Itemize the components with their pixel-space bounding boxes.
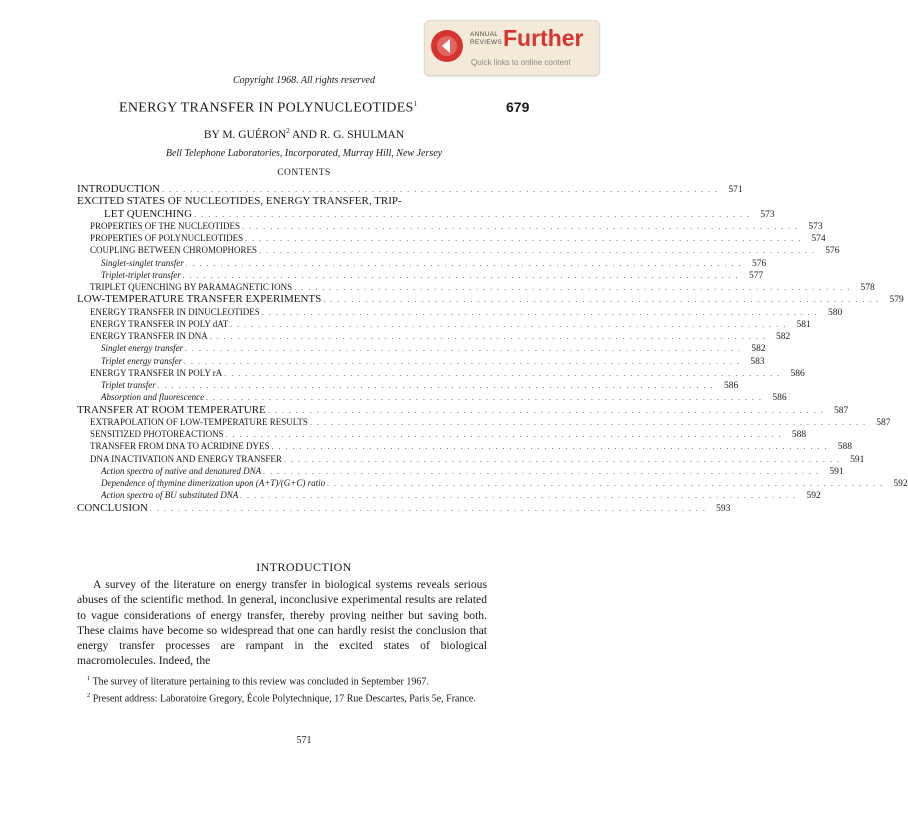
toc-entry-label: PROPERTIES OF THE NUCLEOTIDES	[90, 220, 241, 231]
toc-leader-dots: . . . . . . . . . . . . . . . . . . . . . . . . . . . . . . . . . . . . . . . . . . . . . . . . . . . . . . . . . . . . . . . . . . . . . . . . . . . . . . . .	[263, 466, 820, 476]
toc-entry-label: ENERGY TRANSFER IN DINUCLEOTIDES	[90, 306, 260, 317]
toc-leader-dots: . . . . . . . . . . . . . . . . . . . . . . . . . . . . . . . . . . . . . . . . . . . . . . . . . . . . . . . . . . . . . . . . . . . . . . . . . . . . . . . .	[209, 332, 767, 341]
toc-entry-page: 573	[808, 221, 823, 232]
toc-entry	[90, 306, 843, 318]
authors	[0, 127, 608, 141]
toc-entry-label: Absorption and fluorescence	[101, 392, 205, 403]
toc-entry-label: ENERGY TRANSFER IN POLY dAT	[90, 318, 229, 329]
further-tagline: Quick links to online content	[471, 58, 571, 67]
footnote-1-text: The survey of literature pertaining to this review was concluded in September 1967.	[90, 676, 429, 688]
toc-entry	[101, 391, 787, 404]
toc-leader-dots: . . . . . . . . . . . . . . . . . . . . . . . . . . . . . . . . . . . . . . . . . . . . . . . . . . . . . . . . . . . . . . . . . . . . . . . . . . . . . . . .	[149, 503, 707, 513]
toc-leader-dots: . . . . . . . . . . . . . . . . . . . . . . . . . . . . . . . . . . . . . . . . . . . . . . . . . . . . . . . . . . . . . . . . . . . . . . . . . . . . . . . .	[294, 283, 851, 292]
toc-entry-label: Triplet energy transfer	[101, 355, 183, 366]
toc-leader-dots: . . . . . . . . . . . . . . . . . . . . . . . . . . . . . . . . . . . . . . . . . . . . . . . . . . . . . . . . . . . . . . . . . . . . . . . . . . . . . . . .	[224, 368, 781, 378]
toc-leader-dots: . . . . . . . . . . . . . . . . . . . . . . . . . . . . . . . . . . . . . . . . . . . . . . . . . . . . . . . . . . . . . . . . . . . . . . . . . . . . . . . .	[309, 417, 867, 427]
copyright-line: Copyright 1968. All rights reserved	[233, 75, 375, 86]
toc-entry-page: 591	[829, 466, 844, 477]
intro-body	[77, 577, 487, 669]
toc-entry-label: DNA INACTIVATION AND ENERGY TRANSFER	[90, 453, 282, 464]
toc-entry-label: Dependence of thymine dimerization upon (A+T)/(G+C) ratio	[101, 478, 326, 488]
toc-entry-label: LOW-TEMPERATURE TRANSFER EXPERIMENTS	[77, 293, 322, 306]
further-badge[interactable]	[424, 20, 600, 76]
intro-paragraph: A survey of the literature on energy transfer in biological systems reveals serious abuses of the scientific method. In general, inconclusive experimental results are related to vague considerations of energy transfer, thereby proving neither but saving both. These claims have become so widespread that one can hardly resist the conclusion that energy transfer processes are rampant in the excited states of biological macromolecules. Indeed, the	[77, 578, 487, 668]
toc-entry	[90, 318, 811, 330]
toc-entry-page: 592	[806, 491, 821, 502]
section-heading: INTRODUCTION	[256, 560, 352, 574]
toc-entry-page: 574	[811, 234, 826, 244]
footnote-1-mark: 1	[87, 675, 91, 682]
brand-line-1: ANNUAL	[470, 31, 499, 38]
toc-entry-label: EXTRAPOLATION OF LOW-TEMPERATURE RESULTS	[90, 416, 308, 427]
toc-entry	[101, 477, 908, 489]
toc-leader-dots: . . . . . . . . . . . . . . . . . . . . . . . . . . . . . . . . . . . . . . . . . . . . . . . . . . . . . . . . . . . . . . . . . . . . . . . . . . . . . . . .	[271, 442, 828, 452]
toc-entry-label: Action spectra of BU substituted DNA	[101, 490, 239, 501]
toc-entry-label: TRANSFER AT ROOM TEMPERATURE	[77, 403, 266, 416]
toc-entry-page: 588	[837, 442, 852, 453]
toc-leader-dots: . . . . . . . . . . . . . . . . . . . . . . . . . . . . . . . . . . . . . . . . . . . . . . . . . . . . . . . . . . . . . . . . . . . . . . . . . . . . . . . .	[245, 234, 802, 243]
toc-entry-label: Singlet energy transfer	[101, 343, 184, 354]
toc-entry	[101, 269, 764, 281]
toc-entry-label: Triplet-triplet transfer	[101, 269, 181, 280]
title-footnote-mark: 1	[413, 100, 418, 108]
toc-leader-dots: . . . . . . . . . . . . . . . . . . . . . . . . . . . . . . . . . . . . . . . . . . . . . . . . . . . . . . . . . . . . . . . . . . . . . . . . . . . . . . . .	[184, 356, 741, 366]
toc-entry	[90, 440, 852, 453]
further-label: Further	[503, 25, 584, 51]
toc-leader-dots: . . . . . . . . . . . . . . . . . . . . . . . . . . . . . . . . . . . . . . . . . . . . . . . . . . . . . . . . . . . . . . . . . . . . . . . . . . . . . . . .	[185, 344, 742, 354]
toc-entry-page: 593	[716, 503, 731, 514]
toc-entry-label: Triplet transfer	[101, 380, 156, 390]
toc-entry-page: 582	[776, 332, 791, 342]
toc-entry-page: 578	[860, 283, 875, 293]
toc-entry-page: 577	[749, 270, 764, 281]
toc-entry-label: ENERGY TRANSFER IN DNA	[90, 331, 208, 341]
toc-entry-page: 581	[796, 319, 811, 330]
toc-entry	[90, 416, 891, 428]
affiliation: Bell Telephone Laboratories, Incorporated, Murray Hill, New Jersey	[165, 148, 443, 159]
authors-rest: AND R. G. SHULMAN	[289, 128, 405, 141]
toc-entry-page: 580	[828, 307, 843, 318]
toc-entry	[90, 453, 865, 465]
toc-entry-label: Singlet-singlet transfer	[101, 257, 184, 268]
toc-entry	[101, 465, 844, 477]
footnote-2	[77, 689, 487, 706]
toc-entry	[90, 244, 840, 257]
toc-leader-dots: . . . . . . . . . . . . . . . . . . . . . . . . . . . . . . . . . . . . . . . . . . . . . . . . . . . . . . . . . . . . . . . . . . . . . . . . . . . . . . . .	[185, 258, 743, 268]
toc-entry-page: 588	[791, 430, 807, 440]
toc-leader-dots: . . . . . . . . . . . . . . . . . . . . . . . . . . . . . . . . . . . . . . . . . . . . . . . . . . . . . . . . . . . . . . . . . . . . . . . . . . . . . . . .	[259, 246, 816, 256]
toc-entry-page: 587	[834, 405, 849, 416]
toc-entry	[77, 403, 849, 416]
toc-entry-label: LET QUENCHING	[104, 207, 193, 220]
toc-leader-dots: . . . . . . . . . . . . . . . . . . . . . . . . . . . . . . . . . . . . . . . . . . . . . . . . . . . . . . . . . . . . . . . . . . . . . . . . . . . . . . . .	[157, 381, 715, 390]
toc-entry-label: COUPLING BETWEEN CHROMOPHORES	[90, 245, 258, 256]
toc-entry	[77, 183, 743, 195]
toc-entry	[101, 355, 765, 367]
toc-entry-label: TRIPLET QUENCHING BY PARAMAGNETIC IONS	[90, 282, 293, 292]
toc-entry	[104, 207, 775, 220]
toc-entry	[77, 501, 731, 514]
footnote-2-mark: 2	[87, 691, 91, 699]
handwritten-page-number: 679	[506, 99, 530, 115]
toc-entry-label: TRANSFER FROM DNA TO ACRIDINE DYES	[90, 441, 270, 452]
author-footnote-mark: 2	[286, 127, 290, 135]
toc-leader-dots: . . . . . . . . . . . . . . . . . . . . . . . . . . . . . . . . . . . . . . . . . . . . . . . . . . . . . . . . . . . . . . . . . . . . . . . . . . . . . . . .	[267, 405, 825, 415]
toc-leader-dots: . . . . . . . . . . . . . . . . . . . . . . . . . . . . . . . . . . . . . . . . . . . . . . . . . . . . . . . . . . . . . . . . . . . . . . . . . . . . . . . .	[261, 307, 819, 317]
toc-leader-dots: . . . . . . . . . . . . . . . . . . . . . . . . . . . . . . . . . . . . . . . . . . . . . . . . . . . . . . . . . . . . . . . . . . . . . . . . . . . . . . . .	[327, 479, 884, 488]
further-logo	[431, 30, 463, 62]
toc-leader-dots: . . . . . . . . . . . . . . . . . . . . . . . . . . . . . . . . . . . . . . . . . . . . . . . . . . . . . . . . . . . . . . . . . . . . . . . . . . . . . . . .	[206, 393, 763, 403]
toc-entry-label: CONCLUSION	[77, 501, 148, 514]
toc-entry-label: INTRODUCTION	[77, 183, 161, 195]
toc-leader-dots: . . . . . . . . . . . . . . . . . . . . . . . . . . . . . . . . . . . . . . . . . . . . . . . . . . . . . . . . . . . . . . . . . . . . . . . . . . . . . . . .	[225, 430, 783, 439]
toc-entry-page: 579	[889, 295, 904, 306]
toc-entry-label: EXCITED STATES OF NUCLEOTIDES, ENERGY TRANSFER, TRIP-	[77, 195, 402, 208]
toc-leader-dots: . . . . . . . . . . . . . . . . . . . . . . . . . . . . . . . . . . . . . . . . . . . . . . . . . . . . . . . . . . . . . . . . . . . . . . . . . . . . . . . .	[182, 270, 740, 280]
toc-entry-page: 571	[728, 185, 743, 195]
toc-leader-dots: . . . . . . . . . . . . . . . . . . . . . . . . . . . . . . . . . . . . . . . . . . . . . . . . . . . . . . . . . . . . . . . . . . . . . . . . . . . . . . . .	[323, 295, 880, 305]
toc-entry-label: SENSITIZED PHOTOREACTIONS	[90, 429, 224, 439]
footnote-2-text: Present address: Laboratoire Gregory, École Polytechnique, 17 Rue Descartes, Paris 5e, France.	[90, 692, 476, 704]
footnote-1	[77, 672, 487, 689]
footer-page-number: 571	[296, 735, 312, 746]
toc-entry-label: ENERGY TRANSFER IN POLY rA	[90, 367, 223, 378]
brand-line-2: REVIEWS	[470, 38, 503, 46]
toc-entry-page: 582	[751, 344, 766, 355]
toc-entry-page: 591	[850, 454, 865, 465]
toc-entry	[90, 281, 875, 293]
toc-leader-dots: . . . . . . . . . . . . . . . . . . . . . . . . . . . . . . . . . . . . . . . . . . . . . . . . . . . . . . . . . . . . . . . . . . . . . . . . . . . . . . . .	[240, 491, 797, 501]
toc-entry	[77, 293, 904, 306]
contents-heading: CONTENTS	[277, 168, 331, 178]
toc-entry	[90, 232, 826, 244]
annual-reviews-wordmark	[470, 31, 502, 46]
toc-entry	[101, 257, 767, 269]
toc-entry-page: 592	[893, 479, 908, 489]
toc-entry	[101, 342, 766, 355]
toc-entry-page: 586	[772, 393, 787, 404]
toc-entry-page: 586	[724, 381, 739, 391]
toc-entry	[90, 330, 791, 342]
footnotes	[77, 672, 487, 705]
toc-leader-dots: . . . . . . . . . . . . . . . . . . . . . . . . . . . . . . . . . . . . . . . . . . . . . . . . . . . . . . . . . . . . . . . . . . . . . . . . . . . . . . . .	[283, 454, 841, 464]
authors-prefix: BY M. GUÉRON	[203, 128, 287, 141]
toc-entry-page: 586	[790, 368, 805, 379]
toc-entry	[90, 367, 805, 379]
toc-entry-page: 576	[752, 258, 767, 269]
toc-entry-label: Action spectra of native and denatured DNA	[101, 465, 262, 476]
toc-entry	[101, 489, 821, 502]
article-title	[119, 100, 417, 117]
toc-leader-dots: . . . . . . . . . . . . . . . . . . . . . . . . . . . . . . . . . . . . . . . . . . . . . . . . . . . . . . . . . . . . . . . . . . . . . . . . . . . . . . . .	[230, 319, 787, 329]
title-text: ENERGY TRANSFER IN POLYNUCLEOTIDES	[119, 100, 414, 116]
toc-leader-dots: . . . . . . . . . . . . . . . . . . . . . . . . . . . . . . . . . . . . . . . . . . . . . . . . . . . . . . . . . . . . . . . . . . . . . . . . . . . . . . . .	[162, 185, 719, 194]
toc-entry-page: 583	[750, 356, 765, 367]
toc-entry-page: 587	[876, 417, 891, 428]
toc-entry-label: PROPERTIES OF POLYNUCLEOTIDES	[90, 233, 244, 243]
toc-leader-dots: . . . . . . . . . . . . . . . . . . . . . . . . . . . . . . . . . . . . . . . . . . . . . . . . . . . . . . . . . . . . . . . . . . . . . . . . . . . . . . . .	[194, 209, 751, 219]
toc-entry	[77, 195, 462, 207]
toc-entry-page: 573	[760, 209, 775, 220]
toc-entry-page: 576	[825, 246, 840, 257]
toc-entry	[90, 428, 807, 440]
toc-entry	[101, 379, 739, 391]
toc-leader-dots: . . . . . . . . . . . . . . . . . . . . . . . . . . . . . . . . . . . . . . . . . . . . . . . . . . . . . . . . . . . . . . . . . . . . . . . . . . . . . . . .	[242, 221, 799, 231]
chevron-left-icon	[431, 30, 463, 62]
toc-entry	[90, 220, 823, 232]
